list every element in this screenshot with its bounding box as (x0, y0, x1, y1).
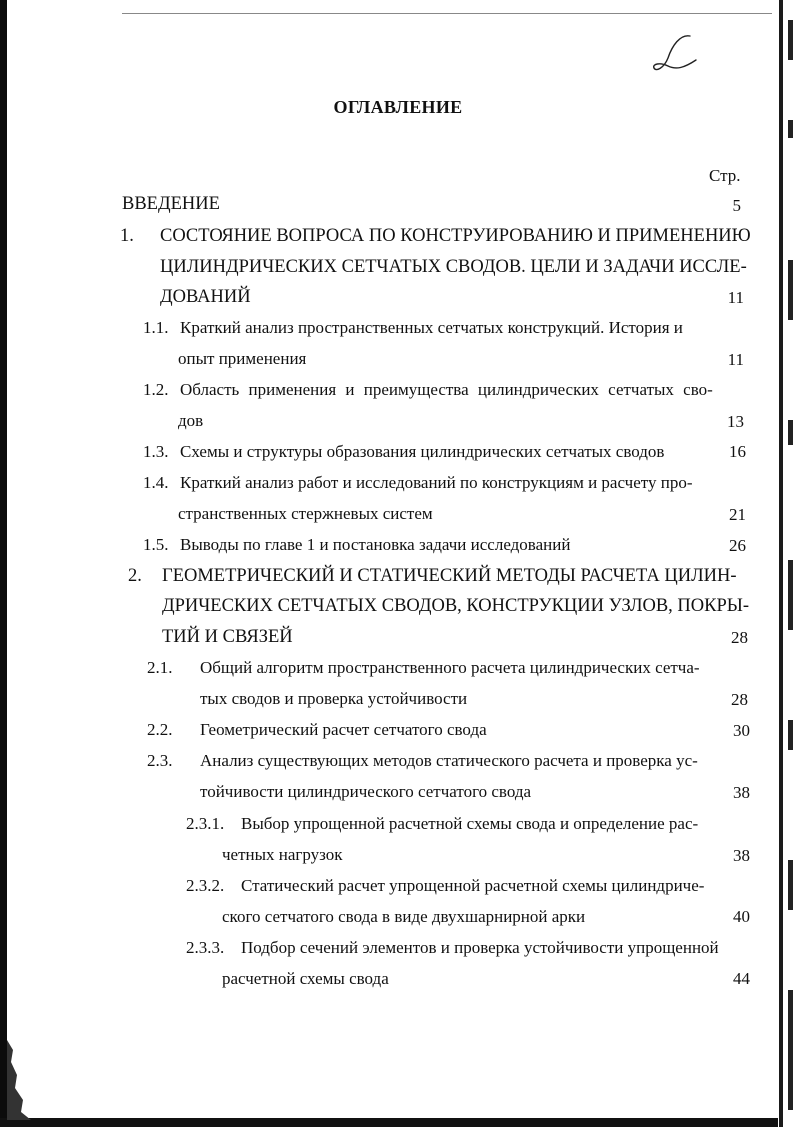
toc-s1-5-number: 1.5. (143, 535, 169, 554)
toc-ch1-line1: СОСТОЯНИЕ ВОПРОСА ПО КОНСТРУИРОВАНИЮ И ПРИМЕНЕНИЮ (160, 226, 751, 246)
toc-s2-3-1-line2: четных нагрузок (222, 845, 343, 864)
toc-s1-1-page: 11 (727, 350, 744, 369)
toc-s2-3-2-line1: Статический расчет упрощенной расчетной схемы цилиндриче- (241, 876, 705, 895)
toc-s2-2-number: 2.2. (147, 720, 173, 739)
scan-right-noise (786, 0, 796, 1127)
toc-s1-3-page: 16 (729, 442, 746, 461)
scan-right-edge (779, 0, 783, 1127)
toc-s1-2-line1: Область применения и преимущества цилиндрических сетчатых сво- (180, 380, 713, 399)
handwritten-page-mark (650, 28, 705, 78)
toc-s1-2-number: 1.2. (143, 380, 169, 399)
toc-s1-4-line2: странственных стержневых систем (178, 504, 433, 523)
toc-ch1-line2: ЦИЛИНДРИЧЕСКИХ СЕТЧАТЫХ СВОДОВ. ЦЕЛИ И ЗАДАЧИ ИССЛЕ- (160, 257, 747, 277)
scan-bottom-edge (0, 1118, 778, 1127)
scan-corner-smudge (7, 1040, 31, 1120)
toc-intro-title: ВВЕДЕНИЕ (122, 194, 220, 214)
toc-s2-3-2-line2: ского сетчатого свода в виде двухшарнирной арки (222, 907, 586, 926)
toc-s1-5-line1: Выводы по главе 1 и постановка задачи исследований (180, 535, 571, 554)
scan-top-line (122, 13, 772, 14)
toc-s1-1-line1: Краткий анализ пространственных сетчатых конструкций. История и (180, 318, 683, 337)
toc-s2-3-3-number: 2.3.3. (186, 938, 225, 957)
toc-s2-3-2-page: 40 (733, 907, 750, 926)
toc-s1-4-line1: Краткий анализ работ и исследований по конструкциям и расчету про- (180, 473, 693, 492)
toc-ch1-line3: ДОВАНИЙ (160, 287, 251, 307)
toc-s1-2-page: 13 (727, 412, 744, 431)
toc-ch1-number: 1. (120, 226, 134, 246)
toc-s1-3-line1: Схемы и структуры образования цилиндрических сетчатых сводов (180, 442, 665, 461)
toc-s1-2-line2: дов (178, 411, 204, 430)
toc-s2-3-3-line2: расчетной схемы свода (222, 969, 389, 988)
toc-s2-3-1-page: 38 (733, 846, 750, 865)
toc-s2-1-line1: Общий алгоритм пространственного расчета цилиндрических сетча- (200, 658, 700, 677)
toc-ch2-line3: ТИЙ И СВЯЗЕЙ (162, 627, 293, 647)
toc-s2-2-page: 30 (733, 721, 750, 740)
toc-s1-1-line2: опыт применения (178, 349, 307, 368)
toc-s2-1-page: 28 (731, 690, 748, 709)
toc-s2-2-line1: Геометрический расчет сетчатого свода (200, 720, 487, 739)
toc-s1-3-number: 1.3. (143, 442, 169, 461)
page-title: ОГЛАВЛЕНИЕ (333, 97, 463, 117)
toc-s1-1-number: 1.1. (143, 318, 169, 337)
toc-s2-3-1-number: 2.3.1. (186, 814, 225, 833)
toc-s2-3-number: 2.3. (147, 751, 173, 770)
toc-s2-3-3-page: 44 (733, 969, 750, 988)
toc-intro-page: 5 (732, 196, 741, 215)
toc-s2-3-3-line1: Подбор сечений элементов и проверка устойчивости упрощенной (241, 938, 719, 957)
scan-left-edge (0, 0, 7, 1127)
toc-ch2-number: 2. (128, 566, 142, 586)
page-column-label: Стр. (709, 166, 741, 185)
toc-s2-3-line1: Анализ существующих методов статического расчета и проверка ус- (200, 751, 698, 770)
toc-s2-3-1-line1: Выбор упрощенной расчетной схемы свода и определение рас- (241, 814, 699, 833)
toc-ch2-line2: ДРИЧЕСКИХ СЕТЧАТЫХ СВОДОВ, КОНСТРУКЦИИ УЗЛОВ, ПОКРЫ- (162, 596, 750, 616)
toc-s2-3-page: 38 (733, 783, 750, 802)
toc-s2-1-number: 2.1. (147, 658, 173, 677)
toc-s1-4-number: 1.4. (143, 473, 169, 492)
toc-s2-1-line2: тых сводов и проверка устойчивости (200, 689, 468, 708)
toc-s1-5-page: 26 (729, 536, 746, 555)
toc-s2-3-2-number: 2.3.2. (186, 876, 225, 895)
toc-s1-4-page: 21 (729, 505, 746, 524)
toc-ch1-page: 11 (727, 288, 744, 307)
toc-ch2-line1: ГЕОМЕТРИЧЕСКИЙ И СТАТИЧЕСКИЙ МЕТОДЫ РАСЧЕТА ЦИЛИН- (162, 566, 737, 586)
toc-s2-3-line2: тойчивости цилиндрического сетчатого свода (200, 782, 532, 801)
toc-ch2-page: 28 (731, 628, 748, 647)
